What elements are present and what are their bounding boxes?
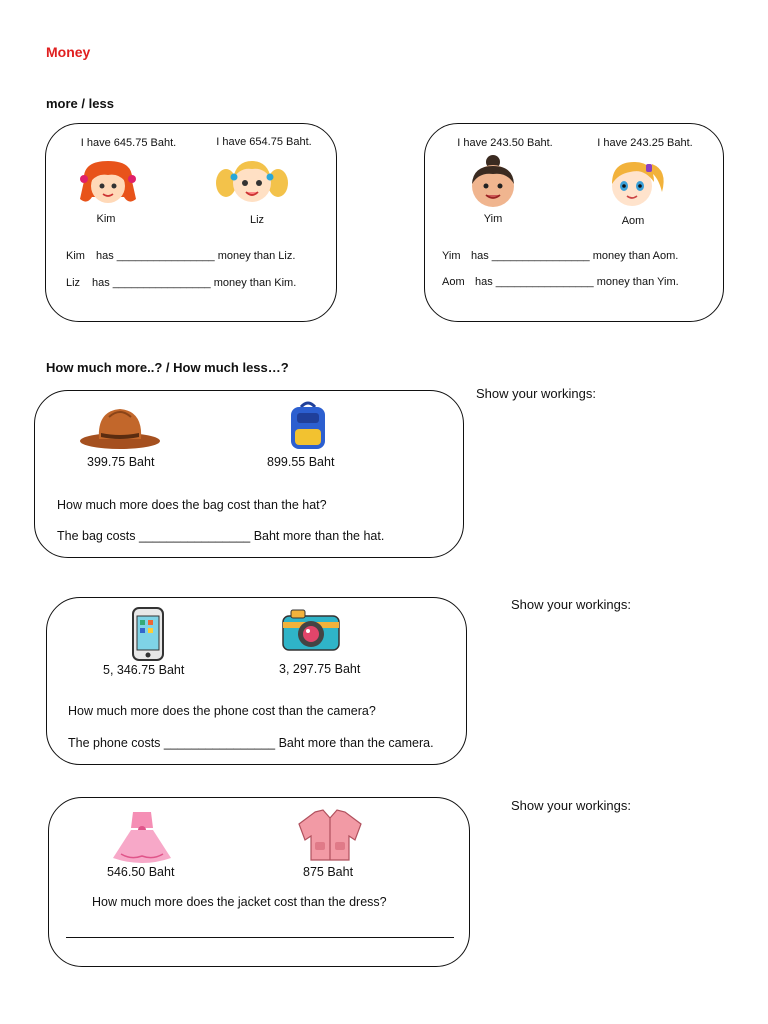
aom-line-name: Aom xyxy=(442,276,465,288)
liz-name: Liz xyxy=(249,214,265,226)
answer-2-text: The phone costs ________________ Baht more than the camera. xyxy=(68,736,434,750)
question-box-dress-jacket xyxy=(48,797,470,967)
kim-line-name: Kim xyxy=(66,250,85,262)
kim-line-text: has ________________ money than Liz. xyxy=(96,250,296,262)
backpack-icon xyxy=(285,401,331,451)
phone-icon xyxy=(129,606,169,662)
section-heading-how-much: How much more..? / How much less…? xyxy=(46,360,289,375)
camera-icon xyxy=(281,608,341,654)
yim-speech: I have 243.50 Baht. xyxy=(457,137,553,149)
question-box-phone-camera xyxy=(46,597,467,765)
kim-name: Kim xyxy=(96,213,116,225)
yim-line-name: Yim xyxy=(442,250,461,262)
girl-kim-icon xyxy=(74,159,142,211)
bag-price: 899.55 Baht xyxy=(267,455,335,469)
hat-icon xyxy=(79,403,161,451)
liz-line-name: Liz xyxy=(66,277,81,289)
phone-price: 5, 346.75 Baht xyxy=(103,663,185,677)
question-2-text: How much more does the phone cost than the camera? xyxy=(68,704,376,718)
section-heading-more-less: more / less xyxy=(46,96,114,111)
liz-speech: I have 654.75 Baht. xyxy=(216,136,312,148)
jacket-icon xyxy=(297,808,363,862)
workings-label-1: Show your workings: xyxy=(476,386,596,401)
aom-speech: I have 243.25 Baht. xyxy=(597,137,693,149)
question-box-hat-bag xyxy=(34,390,464,558)
workings-label-3: Show your workings: xyxy=(511,798,631,813)
jacket-price: 875 Baht xyxy=(303,865,354,879)
liz-line-text: has ________________ money than Kim. xyxy=(92,277,297,289)
yim-line-text: has ________________ money than Aom. xyxy=(471,250,679,262)
aom-line-text: has ________________ money than Yim. xyxy=(475,276,679,288)
answer-3-line xyxy=(66,937,454,938)
answer-1-text: The bag costs ________________ Baht more than the hat. xyxy=(57,529,385,543)
camera-price: 3, 297.75 Baht xyxy=(279,662,361,676)
question-1-text: How much more does the bag cost than the hat? xyxy=(57,498,327,512)
girl-liz-icon xyxy=(214,155,290,211)
kim-speech: I have 645.75 Baht. xyxy=(80,137,177,149)
hat-price: 399.75 Baht xyxy=(87,455,155,469)
workings-label-2: Show your workings: xyxy=(511,597,631,612)
girl-yim-icon xyxy=(463,154,523,210)
girl-aom-icon xyxy=(600,156,670,212)
question-3-text: How much more does the jacket cost than the dress? xyxy=(92,895,387,909)
yim-aom-box xyxy=(424,123,724,322)
page-title: Money xyxy=(46,44,91,60)
dress-icon xyxy=(111,810,173,864)
aom-name: Aom xyxy=(621,215,645,227)
kim-liz-box xyxy=(45,123,337,322)
dress-price: 546.50 Baht xyxy=(107,865,175,879)
yim-name: Yim xyxy=(483,213,503,225)
